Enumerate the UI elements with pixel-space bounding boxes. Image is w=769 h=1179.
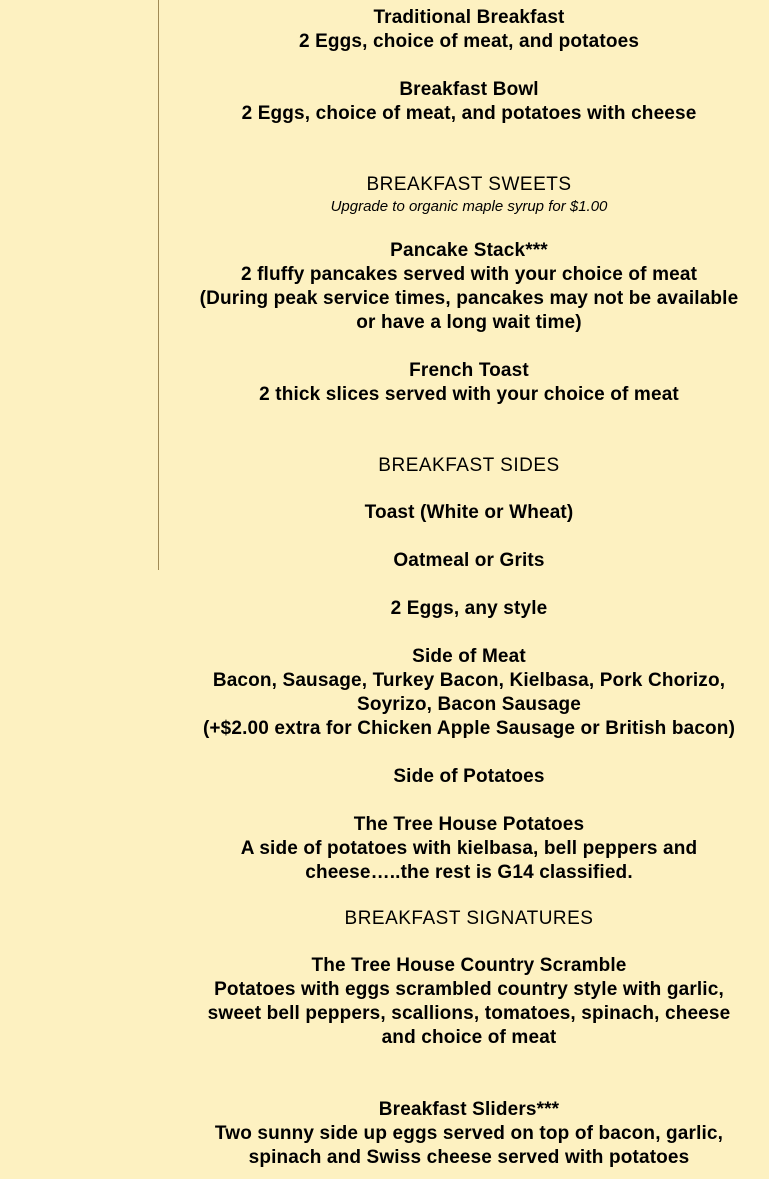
- item-desc-breakfast-bowl: 2 Eggs, choice of meat, and potatoes with cheese: [241, 103, 697, 124]
- menu-content: [199, 0, 739, 1170]
- item-name-tree-house-potatoes: The Tree House Potatoes: [353, 814, 585, 835]
- item-name-oatmeal: Oatmeal or Grits: [393, 550, 545, 571]
- section-heading-signatures: BREAKFAST SIGNATURES: [344, 908, 594, 929]
- item-desc-traditional-breakfast: 2 Eggs, choice of meat, and potatoes: [298, 31, 640, 52]
- item-name-side-of-meat: Side of Meat: [412, 646, 526, 667]
- item-extra-side-of-meat: (+$2.00 extra for Chicken Apple Sausage or British bacon): [202, 718, 736, 739]
- item-desc-breakfast-sliders: Two sunny side up eggs served on top of bacon, garlic, spinach and Swiss cheese served with potatoes: [214, 1123, 724, 1168]
- item-name-breakfast-bowl: Breakfast Bowl: [399, 79, 539, 100]
- item-name-breakfast-sliders: Breakfast Sliders***: [378, 1099, 560, 1120]
- item-desc-tree-house-potatoes: A side of potatoes with kielbasa, bell peppers and cheese…..the rest is G14 classified.: [240, 838, 698, 883]
- section-heading-sweets: BREAKFAST SWEETS: [366, 174, 572, 195]
- item-name-french-toast: French Toast: [409, 360, 529, 381]
- item-name-traditional-breakfast: Traditional Breakfast: [373, 7, 565, 28]
- item-desc-country-scramble: Potatoes with eggs scrambled country style with garlic, sweet bell peppers, scallions, tomatoes, spinach, cheese and choice of meat: [207, 979, 731, 1048]
- item-note-pancake-stack: (During peak service times, pancakes may not be available or have a long wait time): [199, 288, 739, 333]
- item-name-toast: Toast (White or Wheat): [364, 502, 574, 523]
- item-name-country-scramble: The Tree House Country Scramble: [311, 955, 627, 976]
- item-name-pancake-stack: Pancake Stack***: [390, 240, 548, 261]
- section-heading-sides: BREAKFAST SIDES: [378, 455, 560, 476]
- left-sidebar: [0, 0, 159, 570]
- syrup-upgrade-note: Upgrade to organic maple syrup for $1.00: [330, 198, 608, 215]
- item-name-two-eggs: 2 Eggs, any style: [390, 598, 548, 619]
- item-desc-side-of-meat: Bacon, Sausage, Turkey Bacon, Kielbasa, Pork Chorizo, Soyrizo, Bacon Sausage: [212, 670, 726, 715]
- item-desc-french-toast: 2 thick slices served with your choice of meat: [259, 384, 679, 405]
- item-desc-pancake-stack: 2 fluffy pancakes served with your choice of meat: [240, 264, 698, 285]
- item-name-side-of-potatoes: Side of Potatoes: [393, 766, 545, 787]
